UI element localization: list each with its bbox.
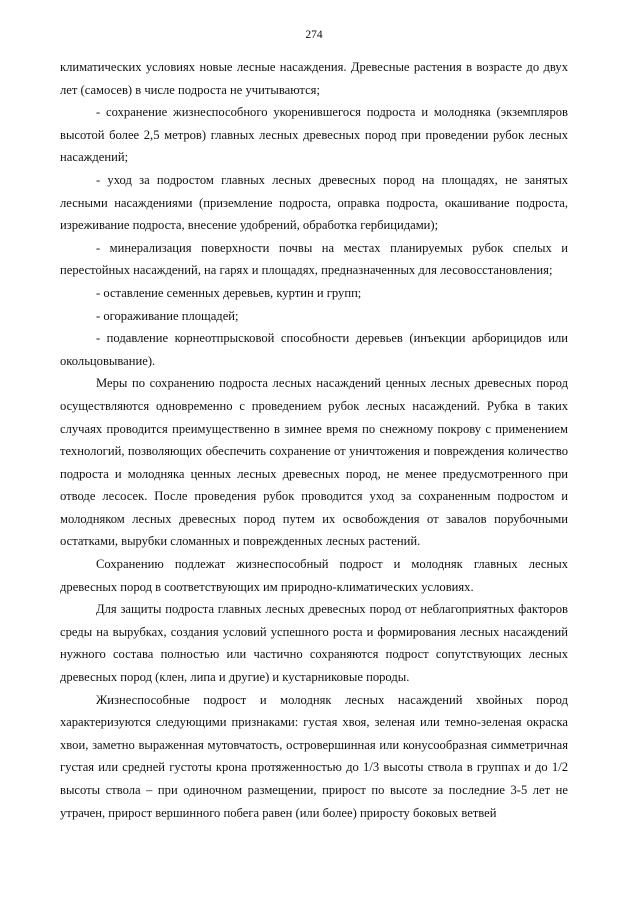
- list-item: - минерализация поверхности почвы на местах планируемых рубок спелых и перестойных насаждений, на гарях и площадях, предназначенных для лесовосстановления;: [60, 240, 568, 278]
- list-item: - сохранение жизнеспособного укоренившегося подроста и молодняка (экземпляров высотой более 2,5 метров) главных лесных древесных пород при проведении рубок лесных насаждений;: [60, 105, 568, 165]
- paragraph: Жизнеспособные подрост и молодняк лесных насаждений хвойных пород характеризуются следующими признаками: густая хвоя, зеленая или темно-зеленая окраска хвои, заметно выраженная мутовчатость, островершинная или конусообразная симметричная густая или средней густоты крона протяженностью до 1/3 высоты ствола в группах и до 1/2 высоты ствола – при одиночном размещении, прирост по высоте за последние 3-5 лет не утрачен, прирост вершинного побега равен (или более) приросту боковых ветвей: [60, 692, 568, 820]
- list-item: - огораживание площадей;: [96, 308, 239, 323]
- list-item: - оставление семенных деревьев, куртин и групп;: [96, 285, 362, 300]
- paragraph: Меры по сохранению подроста лесных насаждений ценных лесных древесных пород осуществляются одновременно с проведением рубок лесных насаждений. Рубка в таких случаях проводится преимущественно в зимнее время по снежному покрову с применением технологий, позволяющих обеспечить сохранение от уничтожения и повреждения количество подроста и молодняка ценных лесных древесных пород, не менее предусмотренного при отводе лесосек. После проведения рубок проводится уход за сохраненным подростом и молодняком лесных древесных пород путем их освобождения от завалов порубочными остатками, вырубки сломанных и поврежденных лесных растений.: [60, 376, 568, 549]
- list-item: - подавление корнеотпрысковой способности деревьев (инъекции арборицидов или окольцовывание).: [60, 331, 568, 368]
- page-number: 274: [305, 29, 323, 41]
- paragraph: Для защиты подроста главных лесных древесных пород от неблагоприятных факторов среды на вырубках, создания условий успешного роста и формирования лесных насаждений нужного состава полностью или частично сохраняются подрост сопутствующих лесных древесных пород (клен, липа и другие) и кустарниковые породы.: [60, 602, 568, 685]
- paragraph: климатических условиях новые лесные насаждения. Древесные растения в возрасте до двух лет (самосев) в числе подроста не учитываются;: [60, 60, 568, 97]
- list-item: - уход за подростом главных лесных древесных пород на площадях, не занятых лесными насаждениями (приземление подроста, оправка подроста, окашивание подроста, изреживание подроста, внесение удобрений, обработка гербицидами);: [60, 172, 568, 233]
- body-text: [60, 56, 568, 824]
- paragraph: Сохранению подлежат жизнеспособный подрост и молодняк главных лесных древесных пород в соответствующих им природно-климатических условиях.: [60, 557, 568, 594]
